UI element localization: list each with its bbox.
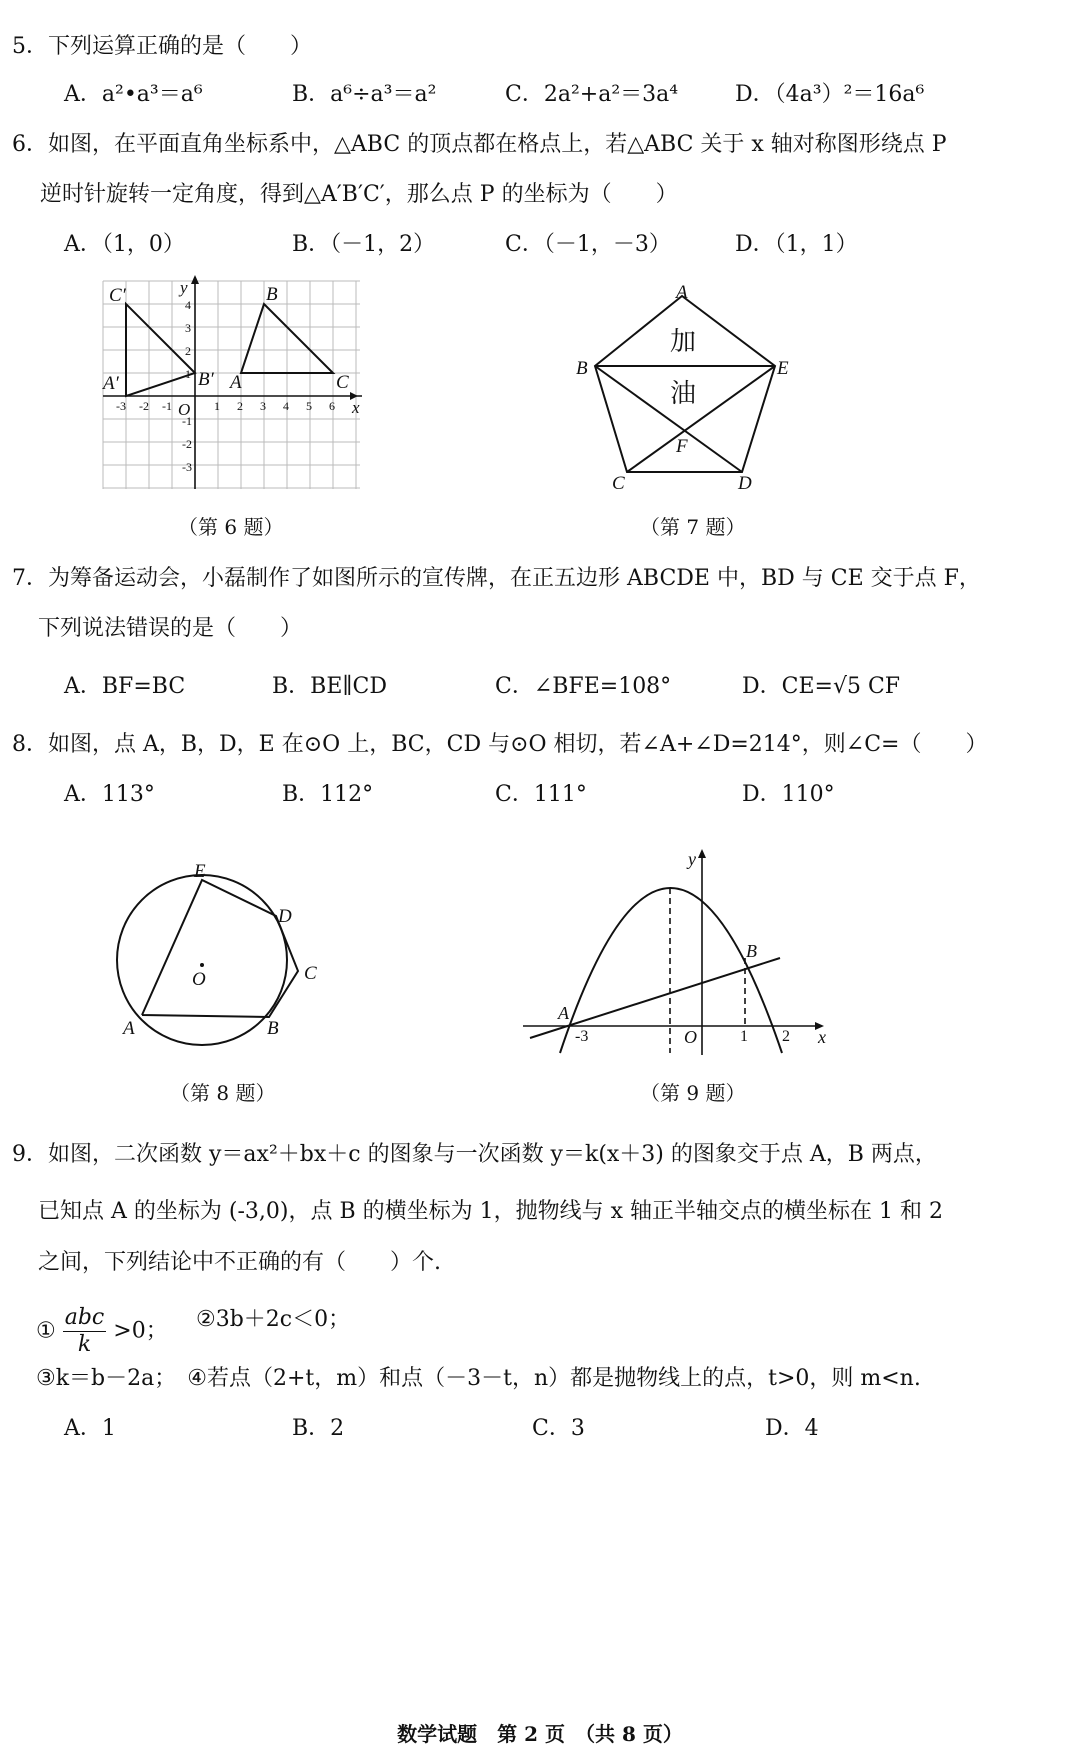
q9-item3-4: ③k＝b－2a； ④若点（2+t，m）和点（－3－t，n）都是抛物线上的点，t>0，则 m<n.: [36, 1366, 921, 1391]
fig7-label-e: E: [777, 358, 789, 379]
fig6-ytick: 3: [185, 321, 191, 335]
fig6-origin-label: O: [178, 400, 191, 419]
fig6-ytick: 1: [185, 367, 191, 381]
page-footer: 数学试题 第 2 页 （共 8 页）: [397, 1722, 683, 1746]
fig8-label-d: D: [278, 906, 292, 927]
fig9-label-o: O: [684, 1027, 697, 1047]
q9-item1-numerator: abc: [64, 1305, 105, 1330]
q5-option-a: A．a²•a³＝a⁶: [64, 82, 203, 107]
q6-stem-line2: 逆时针旋转一定角度，得到△A′B′C′，那么点 P 的坐标为（ ）: [40, 182, 678, 207]
fig6-xtick: 5: [306, 399, 312, 413]
q9-stem-line3: 之间，下列结论中不正确的有（ ）个.: [38, 1250, 441, 1275]
fig8-caption: （第 8 题）: [170, 1081, 276, 1105]
q9-option-c: C．3: [532, 1416, 585, 1441]
q8-stem: 8．如图，点 A，B，D，E 在⊙O 上，BC，CD 与⊙O 相切，若∠A+∠D=214°，则∠C=（ ）: [12, 732, 988, 757]
q8-option-a: A．113°: [64, 782, 155, 807]
fig7-label-d: D: [738, 473, 752, 494]
fig6-point-b: B: [266, 284, 278, 305]
fig7-label-c: C: [612, 473, 625, 494]
q8-option-d: D．110°: [742, 782, 835, 807]
q6-option-a: A．（1，0）: [64, 232, 185, 257]
q7-option-b: B．BE∥CD: [272, 674, 388, 699]
fig8-label-a: A: [123, 1018, 135, 1039]
fig6-xtick: -3: [116, 399, 126, 413]
q5-option-d: D．（4a³）²＝16a⁶: [735, 82, 925, 107]
q8-option-b: B．112°: [282, 782, 374, 807]
fig6-xtick: 4: [283, 399, 289, 413]
fig6-x-label: x: [352, 398, 360, 417]
fig6-xtick: 6: [329, 399, 335, 413]
fig8-label-e: E: [194, 861, 206, 882]
q6-option-c: C．（－1，－3）: [505, 232, 671, 257]
q7-stem-line2: 下列说法错误的是（ ）: [38, 616, 303, 641]
q7-option-a: A．BF=BC: [64, 674, 186, 699]
fig8-label-o: O: [192, 969, 206, 990]
fig6-ytick: -1: [182, 414, 192, 428]
fig6-point-b-prime: B′: [198, 369, 214, 390]
q7-stem-line1: 7．为筹备运动会，小磊制作了如图所示的宣传牌，在正五边形 ABCDE 中，BD 与 CE 交于点 F，: [12, 566, 981, 591]
q5-stem: 5．下列运算正确的是（ ）: [12, 34, 312, 59]
q7-option-c: C．∠BFE=108°: [495, 674, 672, 699]
fig6-ytick: -3: [182, 460, 192, 474]
figure-6: [100, 275, 370, 495]
q6-option-d: D．（1，1）: [735, 232, 858, 257]
q9-item1-denominator: k: [77, 1332, 92, 1357]
fig9-tick-1: 1: [740, 1028, 748, 1045]
fig9-label-a: A: [558, 1003, 569, 1023]
q9-option-d: D．4: [765, 1416, 819, 1441]
q9-item1-prefix: ①: [36, 1318, 56, 1344]
fig6-xtick: 1: [214, 399, 220, 413]
fig6-point-a-prime: A′: [103, 373, 119, 394]
fig7-label-b: B: [576, 358, 588, 379]
q9-item1-suffix: >0；: [113, 1318, 168, 1344]
fig6-xtick: -2: [139, 399, 149, 413]
q9-stem-line2: 已知点 A 的坐标为 (-3,0)，点 B 的横坐标为 1，抛物线与 x 轴正半轴交点的横坐标在 1 和 2: [38, 1199, 943, 1224]
q9-option-b: B．2: [292, 1416, 345, 1441]
fig6-ytick: -2: [182, 437, 192, 451]
fig9-tick-neg3: -3: [575, 1028, 589, 1045]
q9-item1: [36, 1305, 168, 1358]
fig9-caption: （第 9 题）: [640, 1081, 746, 1105]
q6-stem-line1: 6．如图，在平面直角坐标系中，△ABC 的顶点都在格点上，若△ABC 关于 x 轴对称图形绕点 P: [12, 132, 947, 157]
fig9-label-b: B: [746, 941, 757, 961]
figure-7: [570, 282, 800, 497]
figure-8: [110, 855, 330, 1055]
fig6-ytick: 4: [185, 298, 191, 312]
q7-option-d: D．CE=√5 CF: [742, 674, 901, 699]
fig6-caption: （第 6 题）: [178, 515, 284, 539]
fig7-text-jia: 加: [670, 327, 697, 356]
q8-option-c: C．111°: [495, 782, 587, 807]
q9-stem-line1: 9．如图，二次函数 y＝ax²＋bx＋c 的图象与一次函数 y＝k(x＋3) 的图象交于点 A，B 两点，: [12, 1142, 937, 1167]
fig6-point-a: A: [230, 372, 242, 393]
fig7-text-you: 油: [670, 379, 697, 408]
q9-option-a: A．1: [64, 1416, 116, 1441]
fig6-y-label: y: [180, 278, 188, 297]
q5-option-b: B．a⁶÷a³＝a²: [292, 82, 437, 107]
q9-item1-fraction: [63, 1305, 107, 1358]
fig6-xtick: 3: [260, 399, 266, 413]
fig6-ytick: 2: [185, 344, 191, 358]
fig8-label-c: C: [304, 963, 317, 984]
fig6-xtick: -1: [162, 399, 172, 413]
fig7-label-f: F: [676, 436, 688, 457]
fig9-tick-2: 2: [782, 1028, 790, 1045]
fig6-point-c: C: [336, 372, 349, 393]
fig7-caption: （第 7 题）: [640, 515, 746, 539]
q9-item2: ②3b＋2c＜0；: [196, 1307, 351, 1332]
fig6-xtick: 2: [237, 399, 243, 413]
fig9-y-label: y: [688, 849, 696, 869]
q5-option-c: C．2a²+a²＝3a⁴: [505, 82, 679, 107]
fig9-x-label: x: [818, 1027, 826, 1047]
fig6-point-c-prime: C′: [109, 285, 126, 306]
fig8-label-b: B: [267, 1018, 279, 1039]
figure-9: [520, 843, 840, 1058]
fig7-label-a: A: [676, 282, 688, 303]
q6-option-b: B．（－1，2）: [292, 232, 436, 257]
